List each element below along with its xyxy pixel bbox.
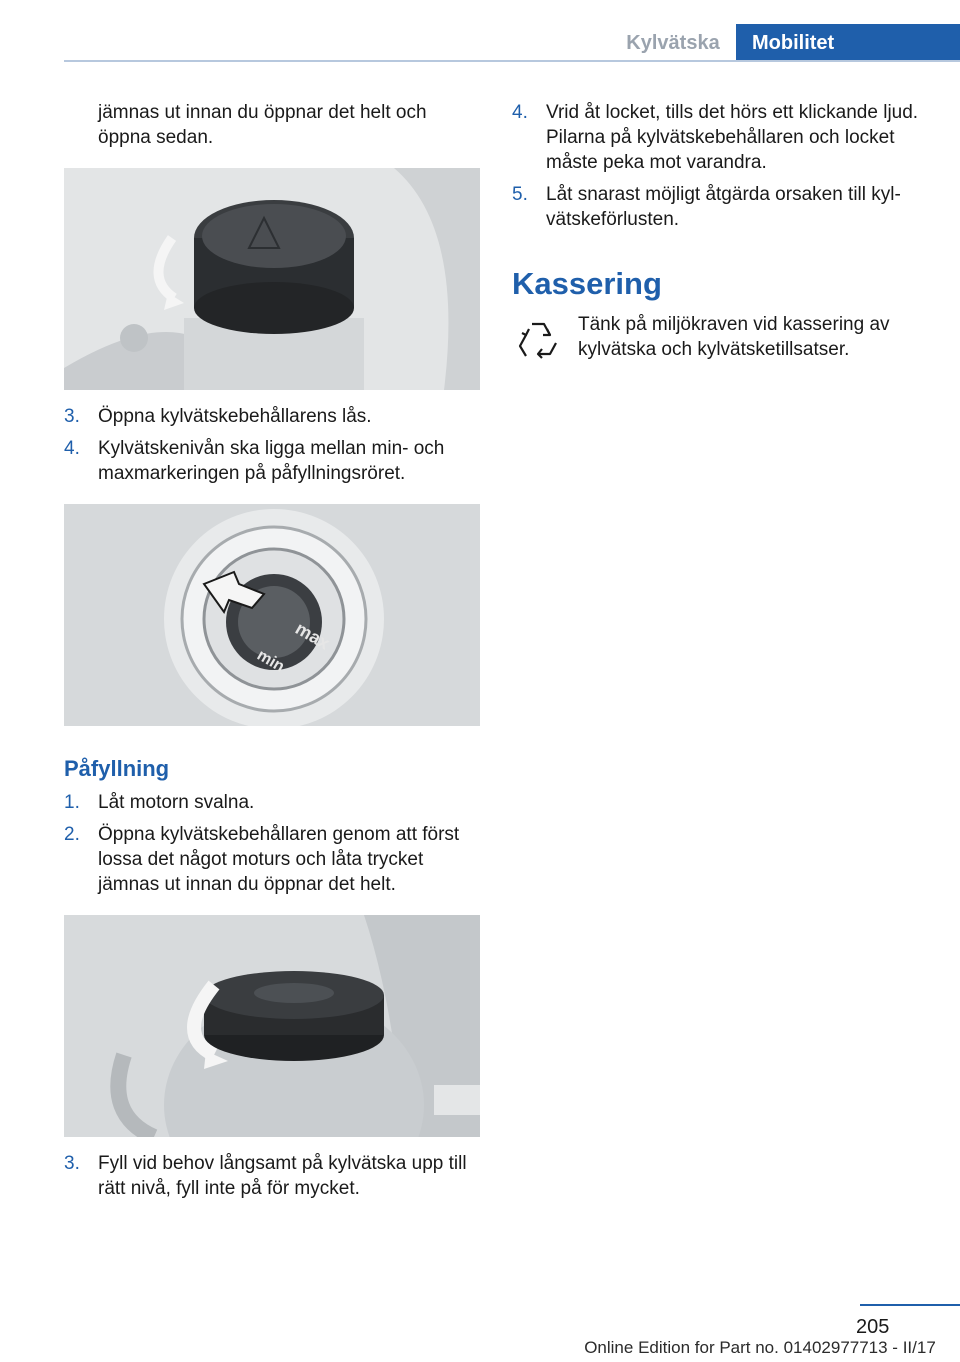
step-number: 1. <box>64 792 80 813</box>
steps-list-c <box>64 1151 482 1201</box>
step-number: 3. <box>64 406 80 427</box>
figure-cap-closed <box>64 168 480 390</box>
list-item <box>64 1151 482 1201</box>
min-label: min <box>254 646 288 676</box>
step-number: 3. <box>64 1153 80 1174</box>
step-text: Vrid åt locket, tills det hörs ett klickande ljud. Pilarna på kylvätskebehållaren och locket måste peka mot varandra. <box>546 102 919 173</box>
right-column <box>512 100 932 368</box>
header-rule <box>64 60 960 62</box>
list-item <box>64 404 482 429</box>
steps-list-right <box>512 100 932 232</box>
section-heading-disposal: Kassering <box>512 266 662 301</box>
coolant-cap-illustration <box>64 168 480 390</box>
list-item <box>64 436 482 486</box>
step-text: Öppna kylvätskebehållaren genom att först lossa det något moturs och låta trycket jämnas ut innan du öppnar det helt. <box>98 824 460 895</box>
intro-text: jämnas ut innan du öppnar det helt och öppna sedan. <box>98 102 427 148</box>
steps-list-b <box>64 790 482 897</box>
tab-section: Kylvätska <box>626 31 720 54</box>
step-text: Låt motorn svalna. <box>98 792 255 813</box>
filler-neck-illustration <box>64 504 480 726</box>
page-number: 205 <box>856 1316 890 1338</box>
step-number: 2. <box>64 824 80 845</box>
step-text: Kylvätskenivån ska ligga mellan min- och maxmarkeringen på påfyllningsröret. <box>98 438 445 484</box>
environment-note <box>512 312 932 368</box>
tab-chapter: Mobilitet <box>736 24 960 62</box>
figure-filler-neck <box>64 504 480 726</box>
step-number: 4. <box>64 438 80 459</box>
list-item <box>512 100 932 175</box>
step-number: 4. <box>512 102 528 123</box>
list-item <box>64 790 482 815</box>
steps-list-a <box>64 404 482 486</box>
note-text: Tänk på miljökraven vid kassering av kylvätska och kylvätsketillsatser. <box>578 314 890 360</box>
footer-rule <box>860 1304 960 1306</box>
step-text: Öppna kylvätskebehållarens lås. <box>98 406 372 427</box>
max-label: max <box>292 618 334 654</box>
coolant-tank-illustration <box>64 915 480 1137</box>
figure-cap-open <box>64 915 480 1137</box>
step-text: Låt snarast möjligt åtgärda orsaken till kyl-vätskeförlusten. <box>546 184 901 230</box>
step-text: Fyll vid behov långsamt på kylvätska upp till rätt nivå, fyll inte på för mycket. <box>98 1153 467 1199</box>
list-item <box>512 182 932 232</box>
left-column <box>64 100 482 1208</box>
edition-text: Online Edition for Part no. 01402977713 - II/17 <box>584 1338 936 1357</box>
recycle-icon <box>512 316 564 368</box>
header-tabs <box>610 24 960 62</box>
step-number: 5. <box>512 184 528 205</box>
list-item <box>64 822 482 897</box>
subheading-filling: Påfyllning <box>64 756 170 781</box>
